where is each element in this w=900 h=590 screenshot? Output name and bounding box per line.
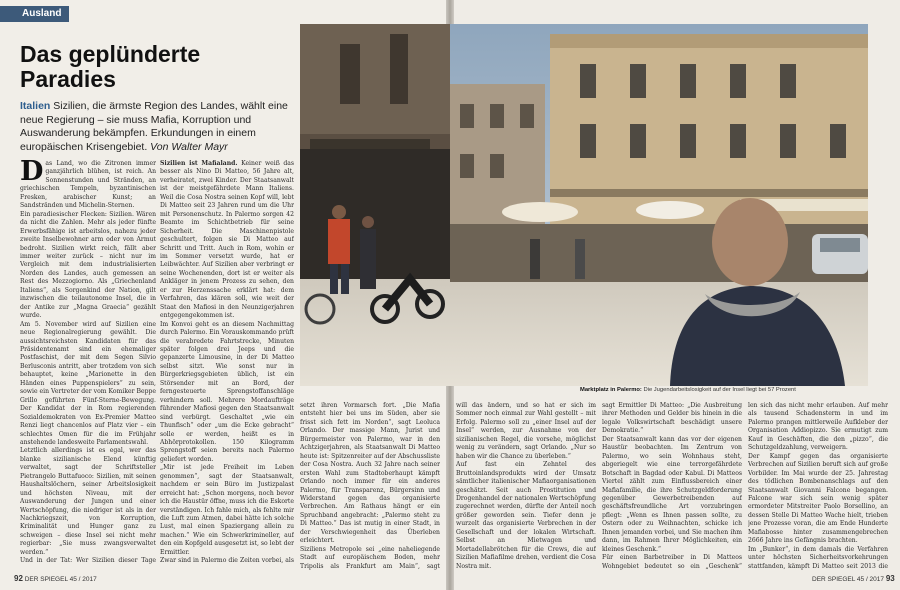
page-number: 93 [885,574,895,583]
column-paragraph: Zwar sind in Palermo die Zeiten vorbei, als [160,557,294,565]
column-paragraph: Im Konvoi geht es an diesem Nachmittag durch Palermo. Ein Vorauskommando prüft die verabredete Fahrtstrecke, Minuten später folgen drei Jeeps und die gepanzerte Limousine, in der Di Matteo selbst sitzt. Wie sonst nur in Bürgerkriegsgebieten üblich, ist ein Störsender mit an Bord, der ferngesteuerte Sprengstoffanschläge verhindern soll. Mehrere Mordaufträge führender Mafiosi gegen den Staatsanwalt sind verbürgt. Geschaltet „wie ein Thunfisch“ oder „um die Ecke gebracht“ solle er werden, heißt es in Abhörprotokollen. 150 Kilogramm Sprengstoff seien bereits nach Palermo geliefert worden. [160,320,294,463]
caption-bold: Marktplatz in Palermo: [580,387,642,393]
column-text: will das ändern, und so hat er sich im Sommer noch einmal zur Wahl gestellt – mit Erfolg. Palermo soll zu „einer Insel auf der Insel“ werden, zur Ausnahme von der sizilianischen Regel, die vorsehe, möglichst wenig zu verändern, sagt Orlando. „Nur so haben wir die Chance zu überleben.“ [456,402,596,460]
folio-left [14,574,97,583]
page-number: 92 [14,574,23,583]
folio-right [812,574,895,583]
article-column-4 [456,402,596,570]
article-column-1 [20,160,156,566]
folio-text: DER SPIEGEL 45 / 2017 [24,576,97,583]
folio-text: DER SPIEGEL 45 / 2017 [812,576,885,583]
column-text: setzt ihren Vormarsch fort. „Die Mafia entsteht hier bei uns im Süden, aber sie frisst sich fett im Norden“, sagt Leoluca Orlando. Der massige Mann, Jurist und Bürgermeister von Palermo, war in den Achtzigerjahren, als Staatsanwalt Di Matteo heute ist: Spitzenreiter auf der Abschussliste der Cosa Nostra. Auch 32 Jahre nach seiner ersten Wahl zum Stadtoberhaupt kämpft Orlando noch immer für ein anderes Palermo, für Transparenz, Bürgersinn und Widerstand gegen das organisierte Verbrechen. Am Rathaus hängt er ein Spruchband angebracht: „Palermo steht zu Di Matteo.“ Das ist mutig in einer Stadt, in der Verschwiegenheit das Überleben erleichtert. [300,402,440,545]
column-paragraph: Der Staatsanwalt kann das vor der eigenen Haustür beobachten. Im Zentrum von Palermo, wo sein Wohnhaus steht, abgeriegelt wie eine terrorgefährdete Botschaft in Bagdad oder Kabul. Di Matteos Viertel zählt zum Einflussbereich einer Mafiafamilie, die ihre Schutzgeldforderung gegenüber Gewerbetreibenden auf geschäftsfreundliche Art vorzubringen pflegt: „Wenn es Ihnen passen sollte, zu Ostern oder zu Weihnachten, schicke ich Ihnen jemanden vorbei, und Sie machen ihm dann, im Rahmen Ihrer Möglichkeiten, ein kleines Geschenk.“ [602,435,742,553]
caption-text: Die Jugendarbeitslosigkeit auf der Insel liegt bei 57 Prozent [641,387,796,393]
section-label: Ausland [0,6,69,22]
column-paragraph: Im „Bunker“, in dem damals die Verfahren unter höchsten Sicherheitsvorkehrungen stattfanden, kämpft Di Matteo seit 2013 die [748,545,888,570]
article-column-6 [748,402,888,570]
lede-text: Sizilien, die ärmste Region des Landes, wählt eine neue Regierung – sie muss Mafia, Korruption und Auswanderung bekämpfen. Erkundungen in einem europäischen Krisengebiet. [20,100,288,153]
subheading: Sizilien ist Mafialand. [160,160,238,167]
lede [20,100,292,154]
article-column-2 [160,160,294,566]
lede-author: Von Walter Mayr [150,140,228,153]
dropcap: D [20,160,44,187]
lede-kicker: Italien [20,100,51,112]
column-text: Keiner weiß das besser als Nino Di Matteo, 56 Jahre alt, verheiratet, zwei Kinder. Der Staatsanwalt ist der meistgefährdete Mann Italiens. Weil die Cosa Nostra seinen Kopf will, lebt Di Matteo seit 23 Jahren rund um die Uhr mit Personenschutz. In Palermo sorgen 42 Beamte im Schichtbetrieb für seine Sicherheit. Die Maschinenpistole geschultert, folgen sie Di Matteo auf Schritt und Tritt. Auch in Rom, wohin er im Sommer versetzt wurde, hat er Leibwächter. Auf Sizilien aber verbringt er seine Wochenenden, dort ist er weiter als Ankläger in jenem Prozess zu sehen, den er zur Herzenssache erklärt hat: dem Verfahren, das klären soll, wie weit der Staat den Mafiosi in den Neunzigerjahren entgegengekommen ist. [160,160,294,320]
headline: Das geplünderte Paradies [20,41,201,92]
column-paragraph: Auf fast ein Zehntel des Bruttoinlandsprodukts wird der Umsatz sämtlicher italienischer Mafiaorganisationen geschätzt. Seit auch Prostitution und Drogenhandel der nationalen Wertschöpfung zugerechnet werden, dürfte der Anteil noch größer geworden sein. Tiefer denn je wurzelt das organisierte Verbrechen in der Gesellschaft und der lokalen Wirtschaft. Selbst an Mietwagen und Mortadellabrötchen für die Crews, die auf Sizilien Mafiafilme drehen, verdient die Cosa Nostra mit. [456,461,596,570]
column-paragraph: „Mir ist jede Freiheit im Leben genommen“, sagt der Staatsanwalt, nachdem er sein Büro im Justizpalast erreicht hat: „Schon morgens, noch bevor ich die Haustür öffne, muss ich die Eskorte verständigen. Ich fahle mich, als fehlte mir die Luft zum Atmen, dabei hätte ich solche Lust, mal einen Spaziergang allein zu machen.“ Wie ein Schwerkrimineller, auf den ein Kopfgeld ausgesetzt ist, so lebt der Ermittler. [160,464,294,556]
photo-illustration [300,24,868,386]
column-text: as Land, wo die Zitronen immer ganzjährlich blühen, ist reich. An Sonnenstunden und Stränden, an griechischen Tempeln, byzantinischen Fresken, arabischer Kunst; an Sandstränden und Michelin-Sternen. [20,160,156,210]
column-text: sagt Ermittler Di Matteo: „Die Ausbreitung ihrer Methoden und Gelder bis hinein in die legale Volkswirtschaft beschädigt unsere Demokratie.“ [602,402,742,435]
column-paragraph: Letztlich allerdings ist es egal, wer das blanke sizilianische Elend künftig verwaltet, sagt der Schriftsteller Pietrangelo Buttafuoco: Sizilien, mit seinen Haushaltslöchern, seiner Arbeitslosigkeit und höchsten Niveau, mit der Auswanderung der Jungen und einer Wertschöpfung, die niedriger ist als in der Nachkriegszeit, von Korruption, Kriminalität und Hunger ganz zu schweigen – diese Insel sei nicht mehr regierbar: „Sie muss zwangsverwaltet werden.“ [20,447,156,556]
column-paragraph: Ein paradiesischer Flecken: Sizilien. Wären da nicht die Zahlen. Mehr als jeder fünfte Erwerbsfähige ist arbeitslos, nahezu jeder zweite Inselbewohner arm oder von Armut bedroht. Sizilien wirkt reich, fällt aber immer weiter zurück – nicht nur im Vergleich mit dem industrialisierten Norden des Landes, auch gemessen an Rest des Mezzogiorno. Als „Griechenland Italiens“, als Sorgenkind der Nation, gilt inzwischen die teilautonome Insel, die in der Antike zur „Magna Graecia“ gezählt wurde. [20,210,156,320]
article-column-5 [602,402,742,570]
column-paragraph: Am 5. November wird auf Sizilien eine neue Regionalregierung gewählt. Die aussichtsreichsten Kandidaten für das Präsidentenamt sind ein ehemaliger Postfaschist, der mit dem Segen Silvio Berlusconis antritt, aber trotzdem von sich behauptet, keine „Marionette in den Händen eines Puppenspielers“ zu sein, sowie ein Vertreter der vom Komiker Beppe Grillo geführten Fünf-Sterne-Bewegung. Der Kandidat der in Rom regierenden Sozialdemokraten von Ex-Premier Matteo Renzi liegt chancenlos auf Platz vier – ein schlechtes Omen für die im Frühjahr anstehende landesweite Parlamentswahl. [20,320,156,446]
column-paragraph: Siziliens Metropole sei „eine naheliegende Stadt auf europäischem Boden, mehr Tripolis als Frankfurt am Main“, sagt [300,545,440,570]
column-paragraph: Und in der Tat: Wer Sizilien dieser Tage [20,557,156,565]
column-text: len sich das nicht mehr erlauben. Auf mehr als tausend Schadensterm in und im Palermo prangen mittlerweile Aufkleber der Organisation Addiopizzo. Sie ermutigt zum Kauf in Geschäften, die den „pizzo“, die Schutzgeldzahlung, verweigern. [748,402,888,452]
palermo-market-photo [300,24,868,386]
photo-caption [580,387,880,393]
article-column-3 [300,402,440,570]
column-paragraph: Der Kampf gegen das organisierte Verbrechen auf Sizilien beruft sich auf große Vorbilder. Im Mai wurde der 25. Jahrestag des tödlichen Bombenanschlags auf den Staatsanwalt Giovanni Falcone begangen. Falcone war sich sein wenig später ermordeter Mitstreiter Paolo Borsellino, an dessen Stelle Di Matteo Wache hielt, trieben jene Prozesse voran, die am Ende Hunderte Mafiabosse hinter zusammengebrechen 2666 Jahre ins Gefängnis brachten. [748,452,888,545]
column-paragraph: Für einen Barbetreiber in Di Matteos Wohngebiet bedeutet so ein „Geschenk“ [602,554,742,570]
